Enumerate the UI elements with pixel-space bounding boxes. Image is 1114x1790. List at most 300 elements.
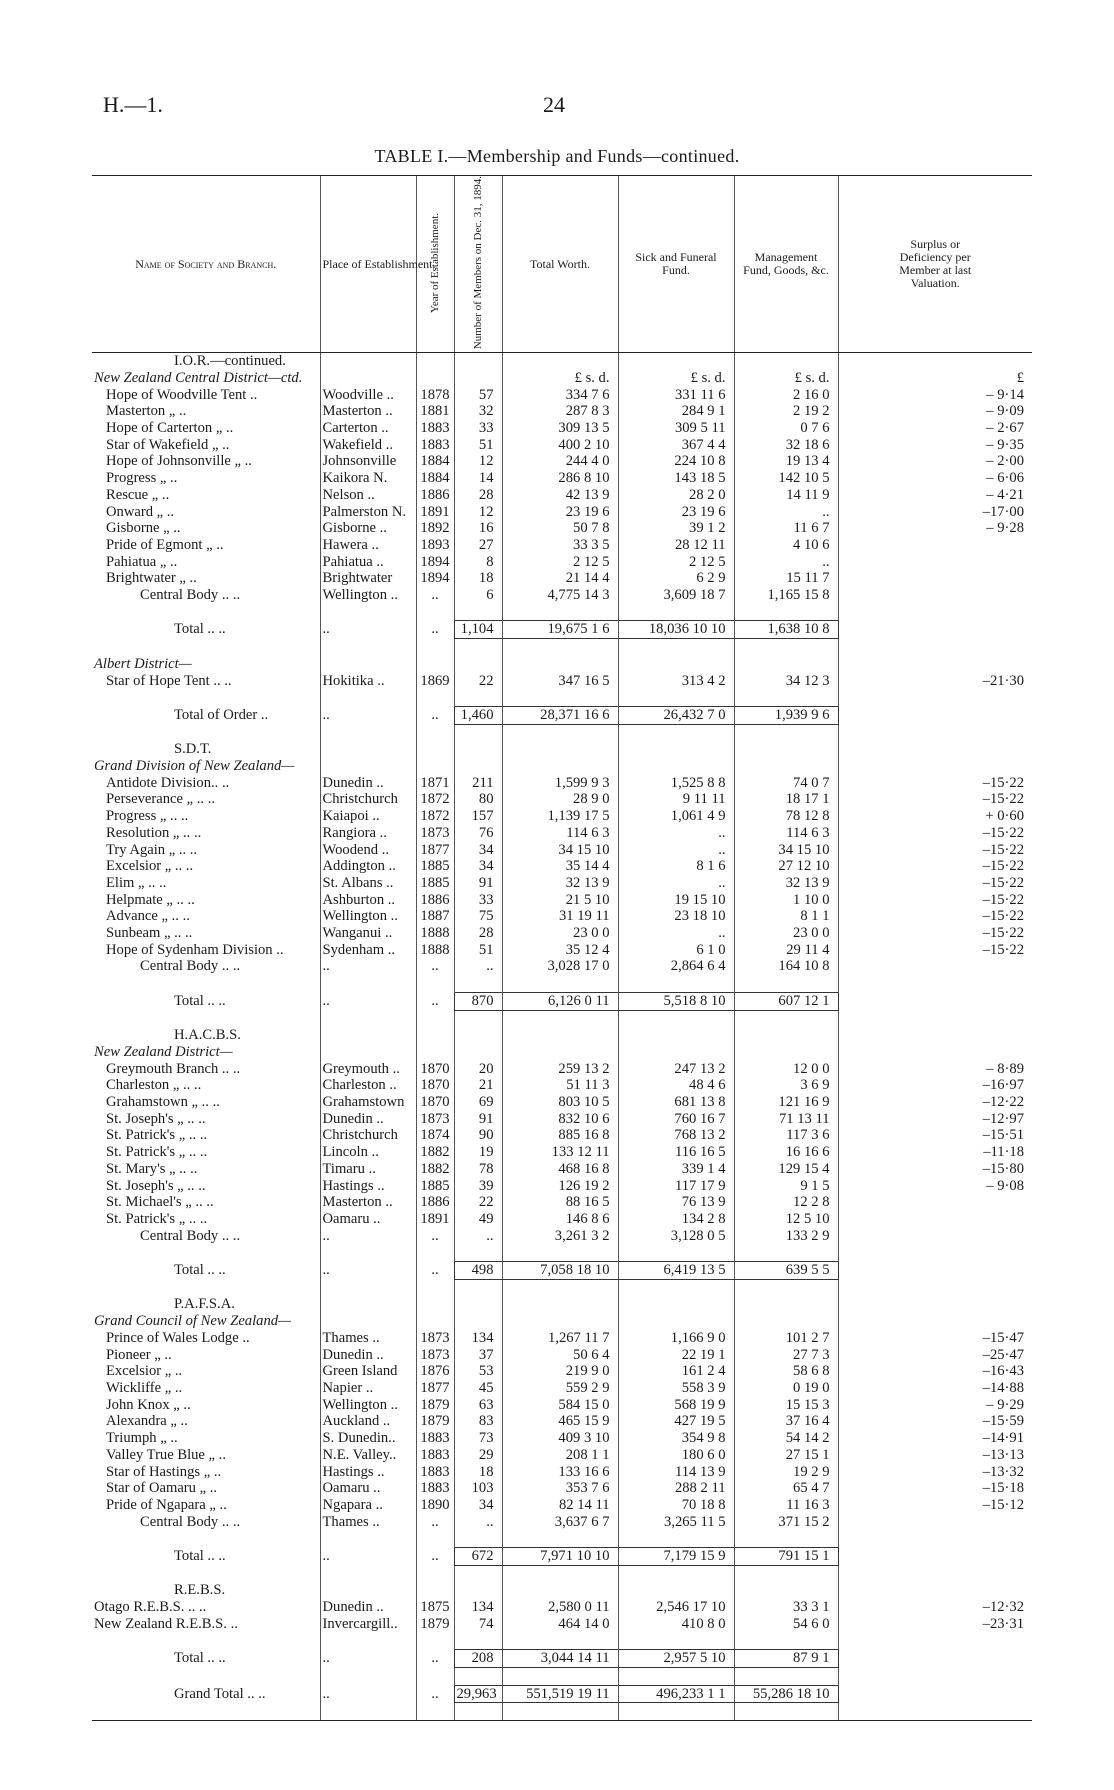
place-cell <box>320 1296 416 1313</box>
worth-cell: 353 7 6 <box>502 1480 618 1497</box>
members-cell: 83 <box>454 1413 502 1430</box>
surplus-cell: –15·22 <box>838 825 1032 842</box>
worth-cell: 286 8 10 <box>502 470 618 487</box>
name-cell: Pioneer „ .. <box>106 1346 172 1363</box>
members-cell <box>454 370 502 387</box>
worth-cell: £ s. d. <box>502 370 618 387</box>
name-cell: Elim „ .. .. <box>106 874 167 891</box>
table-row <box>92 808 1032 825</box>
members-cell: 6 <box>454 587 502 604</box>
spacer-cell <box>416 1279 454 1296</box>
sick-cell: 7,179 15 9 <box>618 1548 734 1566</box>
total-row <box>92 1262 1032 1280</box>
members-cell: 33 <box>454 420 502 437</box>
place-cell: .. <box>320 1650 416 1668</box>
spacer-cell <box>92 1010 320 1027</box>
table-row <box>92 1464 1032 1481</box>
spacer-cell <box>92 1279 320 1296</box>
spacer-cell <box>734 639 838 656</box>
sick-cell: 70 18 8 <box>618 1497 734 1514</box>
table-row <box>92 1363 1032 1380</box>
spacer-cell <box>454 724 502 741</box>
worth-cell: 1,139 17 5 <box>502 808 618 825</box>
members-cell: 12 <box>454 453 502 470</box>
spacer-cell <box>320 1633 416 1650</box>
name-cell: Central Body .. .. <box>140 587 241 604</box>
surplus-cell <box>838 537 1032 554</box>
table-row <box>92 1380 1032 1397</box>
worth-cell: 34 15 10 <box>502 842 618 859</box>
sick-cell: 558 3 9 <box>618 1380 734 1397</box>
year-cell: 1879 <box>416 1413 454 1430</box>
year-cell <box>416 353 454 370</box>
header-management-fund: Management Fund, Goods, &c. <box>734 176 838 353</box>
surplus-cell <box>838 1211 1032 1228</box>
sick-cell: 22 19 1 <box>618 1347 734 1364</box>
surplus-cell <box>838 1548 1032 1566</box>
worth-cell: 1,267 11 7 <box>502 1330 618 1347</box>
sick-cell: 6 1 0 <box>618 942 734 959</box>
name-cell: P.A.F.S.A. <box>174 1296 235 1313</box>
year-cell: 1892 <box>416 520 454 537</box>
spacer-cell <box>92 1244 320 1261</box>
table-row <box>92 1480 1032 1497</box>
sick-cell: 1,166 9 0 <box>618 1330 734 1347</box>
table-row <box>92 1144 1032 1161</box>
sick-cell: 410 8 0 <box>618 1616 734 1633</box>
worth-cell: 23 0 0 <box>502 925 618 942</box>
name-cell: Pahiatua „ .. <box>106 553 178 570</box>
sick-cell <box>618 353 734 370</box>
worth-cell: 559 2 9 <box>502 1380 618 1397</box>
name-cell: Total .. .. <box>174 1548 226 1564</box>
place-cell: Timaru .. <box>320 1161 416 1178</box>
year-cell: 1882 <box>416 1161 454 1178</box>
members-cell: 870 <box>454 992 502 1010</box>
year-cell: 1884 <box>416 453 454 470</box>
table-row <box>92 925 1032 942</box>
header-total-worth: Total Worth. <box>502 176 618 353</box>
sick-cell <box>618 1027 734 1044</box>
spacer-cell <box>734 1633 838 1650</box>
worth-cell: 584 15 0 <box>502 1397 618 1414</box>
place-cell: Palmerston N. <box>320 504 416 521</box>
table-title: TABLE I.—Membership and Funds—continued. <box>374 146 740 166</box>
name-cell: Hope of Johnsonville „ .. <box>106 453 252 470</box>
place-cell: Thames .. <box>320 1330 416 1347</box>
name-cell: Otago R.E.B.S. .. .. <box>94 1599 207 1616</box>
table-row <box>92 387 1032 404</box>
name-cell: Grand Council of New Zealand— <box>94 1313 292 1330</box>
spacer-cell <box>502 689 618 706</box>
sick-cell: 9 11 11 <box>618 791 734 808</box>
year-cell: .. <box>416 1548 454 1566</box>
table-row <box>92 554 1032 571</box>
sick-cell: 3,128 0 5 <box>618 1228 734 1245</box>
place-cell: .. <box>320 1228 416 1245</box>
mgmt-cell: 15 15 3 <box>734 1397 838 1414</box>
table-row <box>92 504 1032 521</box>
mgmt-cell <box>734 1313 838 1330</box>
members-cell: 134 <box>454 1330 502 1347</box>
mgmt-cell: 15 11 7 <box>734 570 838 587</box>
year-cell: 1890 <box>416 1497 454 1514</box>
spacer-cell <box>502 604 618 621</box>
surplus-cell: –15·22 <box>838 925 1032 942</box>
spacer-cell <box>320 724 416 741</box>
surplus-cell <box>838 1514 1032 1531</box>
table-row <box>92 1347 1032 1364</box>
name-cell: Hope of Carterton „ .. <box>106 420 234 437</box>
surplus-cell <box>838 1296 1032 1313</box>
name-cell: Sunbeam „ .. .. <box>106 925 193 942</box>
year-cell: 1886 <box>416 1194 454 1211</box>
table-row <box>92 775 1032 792</box>
year-cell: 1872 <box>416 808 454 825</box>
sick-cell: 224 10 8 <box>618 453 734 470</box>
mgmt-cell: 19 2 9 <box>734 1464 838 1481</box>
worth-cell: 35 12 4 <box>502 942 618 959</box>
table-row <box>92 537 1032 554</box>
place-cell: Invercargill.. <box>320 1616 416 1633</box>
worth-cell: 126 19 2 <box>502 1178 618 1195</box>
year-cell <box>416 1027 454 1044</box>
worth-cell: 409 3 10 <box>502 1430 618 1447</box>
year-cell: 1870 <box>416 1094 454 1111</box>
worth-cell: 208 1 1 <box>502 1447 618 1464</box>
worth-cell: 468 16 8 <box>502 1161 618 1178</box>
surplus-cell <box>838 554 1032 571</box>
members-cell: 211 <box>454 775 502 792</box>
year-cell: .. <box>416 1514 454 1531</box>
name-cell: Albert District— <box>94 655 192 672</box>
mgmt-cell: 1 10 0 <box>734 892 838 909</box>
year-cell: 1878 <box>416 387 454 404</box>
members-cell: 76 <box>454 825 502 842</box>
total-row <box>92 1685 1032 1703</box>
surplus-cell <box>838 1027 1032 1044</box>
spacer-cell <box>502 1244 618 1261</box>
sick-cell: 2 12 5 <box>618 554 734 571</box>
mgmt-cell: 58 6 8 <box>734 1363 838 1380</box>
year-cell: 1888 <box>416 942 454 959</box>
year-cell: 1876 <box>416 1363 454 1380</box>
sick-cell: 284 9 1 <box>618 403 734 420</box>
mgmt-cell: 12 2 8 <box>734 1194 838 1211</box>
mgmt-cell: .. <box>734 504 838 521</box>
sick-cell: 5,518 8 10 <box>618 992 734 1010</box>
rule-cell <box>618 1703 734 1721</box>
worth-cell: 51 11 3 <box>502 1077 618 1094</box>
surplus-cell: – 9·09 <box>838 403 1032 420</box>
mgmt-cell: 34 15 10 <box>734 842 838 859</box>
surplus-cell: –15·18 <box>838 1480 1032 1497</box>
place-cell <box>320 353 416 370</box>
spacer-cell <box>838 604 1032 621</box>
place-cell <box>320 656 416 673</box>
name-cell: Progress „ .. .. <box>106 808 189 825</box>
worth-cell: 3,637 6 7 <box>502 1514 618 1531</box>
surplus-cell: –12·97 <box>838 1111 1032 1128</box>
mgmt-cell: .. <box>734 554 838 571</box>
name-cell: Try Again „ .. .. <box>106 841 198 858</box>
sick-cell: 496,233 1 1 <box>618 1685 734 1703</box>
sick-cell: .. <box>618 925 734 942</box>
place-cell: Wellington .. <box>320 587 416 604</box>
mgmt-cell: 29 11 4 <box>734 942 838 959</box>
members-cell: 134 <box>454 1599 502 1616</box>
mgmt-cell: £ s. d. <box>734 370 838 387</box>
year-cell: 1888 <box>416 925 454 942</box>
table-row <box>92 1497 1032 1514</box>
worth-cell: 347 16 5 <box>502 673 618 690</box>
table-row <box>92 1397 1032 1414</box>
mgmt-cell: 639 5 5 <box>734 1262 838 1280</box>
mgmt-cell: 371 15 2 <box>734 1514 838 1531</box>
mgmt-cell: 791 15 1 <box>734 1548 838 1566</box>
year-cell: 1891 <box>416 504 454 521</box>
spacer-row <box>92 689 1032 706</box>
spacer-row <box>92 1244 1032 1261</box>
year-cell <box>416 1296 454 1313</box>
name-cell: Excelsior „ .. <box>106 1363 183 1380</box>
sick-cell: 6 2 9 <box>618 570 734 587</box>
name-cell: Total of Order .. <box>174 706 269 723</box>
place-cell: Hastings .. <box>320 1178 416 1195</box>
name-cell: Brightwater „ .. <box>106 570 197 587</box>
worth-cell: 19,675 1 6 <box>502 621 618 639</box>
spacer-cell <box>454 639 502 656</box>
place-cell: Auckland .. <box>320 1413 416 1430</box>
name-cell: Star of Oamaru „ .. <box>106 1480 218 1497</box>
surplus-cell: –16·97 <box>838 1077 1032 1094</box>
year-cell: .. <box>416 1262 454 1280</box>
year-cell <box>416 1313 454 1330</box>
year-cell: 1879 <box>416 1397 454 1414</box>
spacer-cell <box>454 604 502 621</box>
mgmt-cell: 23 0 0 <box>734 925 838 942</box>
mgmt-cell: 32 13 9 <box>734 875 838 892</box>
worth-cell: 465 15 9 <box>502 1413 618 1430</box>
year-cell: 1885 <box>416 875 454 892</box>
surplus-cell <box>838 758 1032 775</box>
name-cell: Resolution „ .. .. <box>106 824 202 841</box>
table-row <box>92 1616 1032 1633</box>
place-cell: Dunedin .. <box>320 775 416 792</box>
table-row <box>92 403 1032 420</box>
name-cell: Triumph „ .. <box>106 1430 178 1447</box>
sick-cell: 134 2 8 <box>618 1211 734 1228</box>
rule-cell <box>734 1703 838 1721</box>
mgmt-cell: 129 15 4 <box>734 1161 838 1178</box>
place-cell <box>320 1044 416 1061</box>
spacer-cell <box>416 1667 454 1685</box>
sick-cell <box>618 1582 734 1599</box>
mgmt-cell: 9 1 5 <box>734 1178 838 1195</box>
place-cell: Rangiora .. <box>320 825 416 842</box>
worth-cell: 832 10 6 <box>502 1111 618 1128</box>
worth-cell: 146 8 6 <box>502 1211 618 1228</box>
membership-funds-table <box>92 175 1032 1721</box>
place-cell <box>320 1313 416 1330</box>
year-cell: 1877 <box>416 1380 454 1397</box>
table-row <box>92 875 1032 892</box>
place-cell <box>320 741 416 758</box>
members-cell <box>454 1027 502 1044</box>
name-cell: Pride of Ngapara „ .. <box>106 1496 227 1513</box>
mgmt-cell <box>734 1044 838 1061</box>
year-cell: 1886 <box>416 892 454 909</box>
name-cell: Gisborne „ .. <box>106 520 181 537</box>
year-cell: 1869 <box>416 673 454 690</box>
mgmt-cell: 117 3 6 <box>734 1127 838 1144</box>
members-cell: .. <box>454 1228 502 1245</box>
sick-cell <box>618 656 734 673</box>
total-row <box>92 1548 1032 1566</box>
spacer-cell <box>320 1244 416 1261</box>
worth-cell: 23 19 6 <box>502 504 618 521</box>
place-cell: Wanganui .. <box>320 925 416 942</box>
header-surplus: Surplus or Deficiency per Member at last Valuation. <box>838 176 1032 353</box>
sick-cell: 247 13 2 <box>618 1061 734 1078</box>
spacer-cell <box>416 1244 454 1261</box>
spacer-row <box>92 1530 1032 1547</box>
table-row <box>92 1447 1032 1464</box>
name-cell: Helpmate „ .. .. <box>106 891 195 908</box>
worth-cell: 28,371 16 6 <box>502 706 618 724</box>
mgmt-cell: 18 17 1 <box>734 791 838 808</box>
place-cell: Carterton .. <box>320 420 416 437</box>
sick-cell <box>618 741 734 758</box>
spacer-cell <box>320 639 416 656</box>
mgmt-cell: 16 16 6 <box>734 1144 838 1161</box>
name-cell: St. Michael's „ .. .. <box>106 1194 214 1211</box>
place-cell: Ashburton .. <box>320 892 416 909</box>
spacer-cell <box>618 1279 734 1296</box>
section-heading-row <box>92 656 1032 673</box>
members-cell: 57 <box>454 387 502 404</box>
place-cell: Dunedin .. <box>320 1599 416 1616</box>
place-cell: Gisborne .. <box>320 520 416 537</box>
total-row <box>92 992 1032 1010</box>
members-cell: 14 <box>454 470 502 487</box>
worth-cell: 7,971 10 10 <box>502 1548 618 1566</box>
name-cell: St. Patrick's „ .. .. <box>106 1127 208 1144</box>
name-cell: Total .. .. <box>174 992 226 1009</box>
spacer-cell <box>502 639 618 656</box>
sick-cell: 23 18 10 <box>618 908 734 925</box>
spacer-row <box>92 1565 1032 1582</box>
worth-cell: 885 16 8 <box>502 1127 618 1144</box>
worth-cell: 50 6 4 <box>502 1347 618 1364</box>
sick-cell: 1,061 4 9 <box>618 808 734 825</box>
spacer-cell <box>454 1279 502 1296</box>
name-cell: New Zealand R.E.B.S. .. <box>94 1615 238 1632</box>
mgmt-cell: 0 19 0 <box>734 1380 838 1397</box>
members-cell <box>454 1313 502 1330</box>
spacer-cell <box>734 1244 838 1261</box>
place-cell: Dunedin .. <box>320 1111 416 1128</box>
sick-cell: 760 16 7 <box>618 1111 734 1128</box>
name-cell: Grahamstown „ .. .. <box>106 1094 220 1111</box>
members-cell: 80 <box>454 791 502 808</box>
place-cell: N.E. Valley.. <box>320 1447 416 1464</box>
surplus-cell: –15·22 <box>838 908 1032 925</box>
surplus-cell: –15·22 <box>838 942 1032 959</box>
members-cell <box>454 1044 502 1061</box>
year-cell: 1883 <box>416 420 454 437</box>
members-cell: 74 <box>454 1616 502 1633</box>
spacer-cell <box>454 689 502 706</box>
name-cell: St. Patrick's „ .. .. <box>106 1144 208 1161</box>
spacer-cell <box>454 1667 502 1685</box>
year-cell: 1894 <box>416 570 454 587</box>
name-cell: Perseverance „ .. .. <box>106 791 215 808</box>
total-row <box>92 706 1032 724</box>
spacer-cell <box>734 689 838 706</box>
mgmt-cell <box>734 741 838 758</box>
table-body <box>92 353 1032 1721</box>
spacer-cell <box>618 1667 734 1685</box>
year-cell: 1872 <box>416 791 454 808</box>
mgmt-cell: 19 13 4 <box>734 453 838 470</box>
year-cell: 1883 <box>416 1480 454 1497</box>
worth-cell: 50 7 8 <box>502 520 618 537</box>
spacer-row <box>92 1279 1032 1296</box>
spacer-cell <box>838 1565 1032 1582</box>
place-cell: Hastings .. <box>320 1464 416 1481</box>
spacer-cell <box>734 1010 838 1027</box>
name-cell: Total .. .. <box>174 1262 226 1279</box>
name-cell: Hope of Sydenham Division .. <box>106 941 284 958</box>
sick-cell <box>618 1313 734 1330</box>
worth-cell: 400 2 10 <box>502 437 618 454</box>
table-row <box>92 1599 1032 1616</box>
place-cell: Oamaru .. <box>320 1211 416 1228</box>
year-cell: .. <box>416 1685 454 1703</box>
spacer-cell <box>416 639 454 656</box>
name-cell: Rescue „ .. <box>106 486 170 503</box>
place-cell: Ngapara .. <box>320 1497 416 1514</box>
members-cell: 63 <box>454 1397 502 1414</box>
rule-cell <box>502 1703 618 1721</box>
year-cell: 1883 <box>416 1430 454 1447</box>
table-row <box>92 1430 1032 1447</box>
spacer-cell <box>838 689 1032 706</box>
mgmt-cell: 4 10 6 <box>734 537 838 554</box>
place-cell: Lincoln .. <box>320 1144 416 1161</box>
spacer-row <box>92 1667 1032 1685</box>
spacer-cell <box>618 604 734 621</box>
name-cell: Alexandra „ .. <box>106 1413 188 1430</box>
spacer-cell <box>92 724 320 741</box>
header-place: Place of Establishment. <box>320 176 416 353</box>
worth-cell: 35 14 4 <box>502 858 618 875</box>
members-cell: 28 <box>454 925 502 942</box>
place-cell <box>320 1582 416 1599</box>
mgmt-cell: 0 7 6 <box>734 420 838 437</box>
section-heading-row <box>92 758 1032 775</box>
surplus-cell: –16·43 <box>838 1363 1032 1380</box>
sick-cell: 18,036 10 10 <box>618 621 734 639</box>
place-cell: Johnsonville <box>320 453 416 470</box>
surplus-cell <box>838 570 1032 587</box>
place-cell: .. <box>320 1685 416 1703</box>
name-cell: Valley True Blue „ .. <box>106 1446 226 1463</box>
members-cell: 34 <box>454 858 502 875</box>
worth-cell: 244 4 0 <box>502 453 618 470</box>
members-cell <box>454 1582 502 1599</box>
